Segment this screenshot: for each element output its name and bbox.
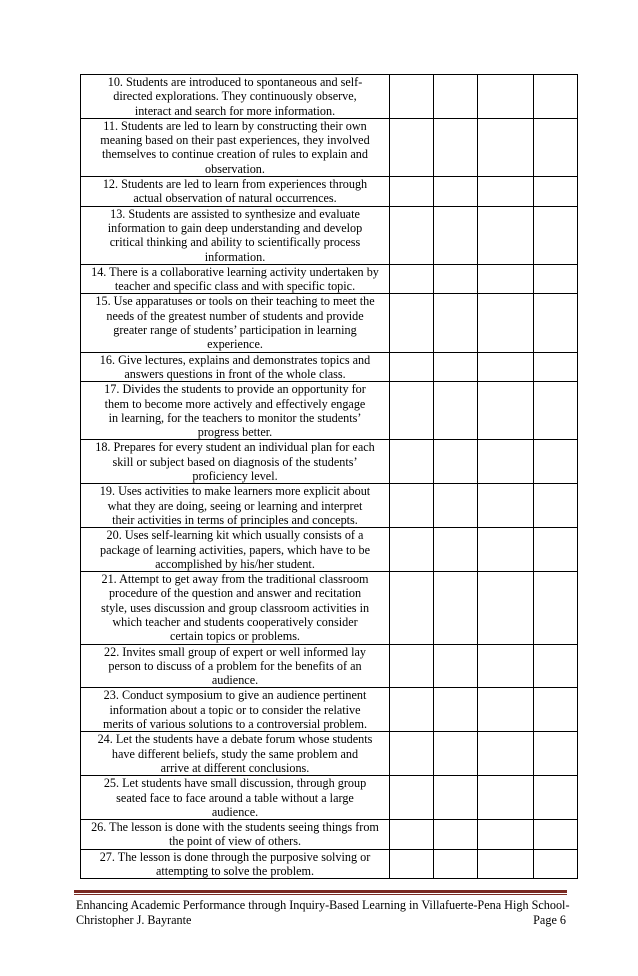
statement-line: answers questions in front of the whole class. [124, 366, 346, 381]
statement-line: observation. [205, 161, 265, 176]
rating-cell-1[interactable] [390, 528, 434, 572]
rating-cell-2[interactable] [434, 528, 478, 572]
statement-line: procedure of the question and answer and recitation [108, 586, 362, 601]
rating-cell-2[interactable] [434, 177, 478, 207]
rating-cell-1[interactable] [390, 382, 434, 440]
rating-cell-3[interactable] [478, 382, 534, 440]
statement-line: 27. The lesson is done through the purposive solving or [99, 849, 371, 864]
statement-line: 21. Attempt to get away from the traditional classroom [101, 572, 369, 587]
page-footer [76, 898, 570, 928]
rating-cell-4[interactable] [534, 264, 578, 294]
rating-cell-3[interactable] [478, 820, 534, 850]
statement-line: needs of the greatest number of students and provide [106, 308, 364, 323]
statement-cell [81, 484, 390, 528]
rating-cell-1[interactable] [390, 118, 434, 176]
rating-cell-2[interactable] [434, 732, 478, 776]
rating-cell-3[interactable] [478, 644, 534, 688]
statement-cell [81, 382, 390, 440]
statement-cell [81, 264, 390, 294]
rating-cell-2[interactable] [434, 440, 478, 484]
rating-cell-4[interactable] [534, 75, 578, 119]
rating-cell-1[interactable] [390, 732, 434, 776]
statement-line: the point of view of others. [168, 834, 301, 849]
statement-cell [81, 352, 390, 382]
table-row [81, 352, 578, 382]
statement-line: 20. Uses self-learning kit which usually consists of a [106, 528, 364, 543]
rating-cell-4[interactable] [534, 776, 578, 820]
rating-cell-1[interactable] [390, 352, 434, 382]
footer-bottom-line [76, 913, 566, 928]
statement-cell [81, 572, 390, 644]
rating-cell-3[interactable] [478, 528, 534, 572]
statement-line: information about a topic or to consider the relative [109, 702, 361, 717]
rating-cell-4[interactable] [534, 572, 578, 644]
statement-line: in learning, for the teachers to monitor the students’ [108, 410, 362, 425]
rating-cell-2[interactable] [434, 294, 478, 352]
rating-cell-3[interactable] [478, 206, 534, 264]
rating-cell-4[interactable] [534, 528, 578, 572]
rating-cell-4[interactable] [534, 484, 578, 528]
rating-cell-2[interactable] [434, 849, 478, 879]
rating-cell-1[interactable] [390, 177, 434, 207]
statement-line: 19. Uses activities to make learners more explicit about [99, 484, 371, 499]
table-row [81, 118, 578, 176]
rating-cell-1[interactable] [390, 644, 434, 688]
rating-cell-2[interactable] [434, 644, 478, 688]
rating-cell-4[interactable] [534, 294, 578, 352]
statement-line: 23. Conduct symposium to give an audience pertinent [103, 688, 367, 703]
statement-cell [81, 118, 390, 176]
statement-line: their activities in terms of principles and concepts. [112, 512, 358, 527]
statement-cell [81, 440, 390, 484]
footer-author: Christopher J. Bayrante [76, 913, 192, 927]
statement-line: 25. Let students have small discussion, through group [103, 776, 367, 791]
table-row [81, 688, 578, 732]
statement-line: directed explorations. They continuously observe, [113, 89, 357, 104]
rating-cell-2[interactable] [434, 206, 478, 264]
rating-cell-2[interactable] [434, 75, 478, 119]
statement-line: greater range of students’ participation in learning [113, 323, 357, 338]
table-row [81, 75, 578, 119]
rating-cell-1[interactable] [390, 264, 434, 294]
statement-line: progress better. [197, 425, 273, 440]
rating-cell-3[interactable] [478, 352, 534, 382]
statement-line: 14. There is a collaborative learning activity undertaken by [91, 264, 379, 279]
table-row [81, 440, 578, 484]
statement-line: 10. Students are introduced to spontaneous and self- [107, 75, 363, 89]
table-row [81, 177, 578, 207]
rating-cell-4[interactable] [534, 732, 578, 776]
statement-line: 24. Let the students have a debate forum whose students [97, 732, 373, 747]
statement-line: actual observation of natural occurrences. [133, 191, 337, 206]
statement-line: what they are doing, seeing or learning and interpret [107, 498, 363, 513]
rating-cell-4[interactable] [534, 352, 578, 382]
statement-cell [81, 177, 390, 207]
statement-line: critical thinking and ability to scientifically process [109, 235, 361, 250]
table-row [81, 484, 578, 528]
rating-cell-3[interactable] [478, 75, 534, 119]
rating-cell-3[interactable] [478, 118, 534, 176]
rating-cell-2[interactable] [434, 688, 478, 732]
rating-cell-4[interactable] [534, 382, 578, 440]
statement-line: 11. Students are led to learn by constructing their own [103, 118, 367, 133]
statement-line: proficiency level. [192, 469, 278, 484]
rating-cell-2[interactable] [434, 820, 478, 850]
statement-line: audience. [211, 804, 259, 819]
table-row [81, 644, 578, 688]
rating-cell-3[interactable] [478, 484, 534, 528]
rating-cell-1[interactable] [390, 484, 434, 528]
rating-cell-1[interactable] [390, 440, 434, 484]
rating-cell-4[interactable] [534, 849, 578, 879]
statement-cell [81, 75, 390, 119]
table-row [81, 382, 578, 440]
statement-line: attempting to solve the problem. [155, 864, 315, 879]
statement-cell [81, 688, 390, 732]
statement-line: person to discuss of a problem for the benefits of an [108, 658, 362, 673]
statement-line: certain topics or problems. [170, 629, 300, 644]
rating-cell-2[interactable] [434, 352, 478, 382]
statement-line: 17. Divides the students to provide an opportunity for [104, 382, 366, 397]
rating-cell-4[interactable] [534, 820, 578, 850]
rating-cell-2[interactable] [434, 484, 478, 528]
statement-line: have different beliefs, study the same problem and [111, 746, 359, 761]
table-row [81, 849, 578, 879]
rating-cell-1[interactable] [390, 849, 434, 879]
statement-cell [81, 776, 390, 820]
statement-cell [81, 820, 390, 850]
statement-line: style, uses discussion and group classroom activities in [100, 600, 370, 615]
statement-cell [81, 732, 390, 776]
statement-line: 16. Give lectures, explains and demonstrates topics and [99, 352, 371, 367]
rating-cell-2[interactable] [434, 382, 478, 440]
rating-cell-3[interactable] [478, 688, 534, 732]
statement-line: seated face to face around a table without a large [116, 790, 354, 805]
statement-line: arrive at different conclusions. [160, 760, 310, 775]
rating-cell-4[interactable] [534, 118, 578, 176]
statement-line: accomplished by his/her student. [155, 556, 315, 571]
statement-cell [81, 206, 390, 264]
rating-cell-2[interactable] [434, 118, 478, 176]
statement-line: interact and search for more information. [134, 103, 336, 118]
statement-line: information to gain deep understanding and develop [107, 220, 363, 235]
rating-cell-1[interactable] [390, 776, 434, 820]
survey-table-body [81, 75, 578, 879]
rating-cell-1[interactable] [390, 294, 434, 352]
statement-line: 22. Invites small group of expert or well informed lay [104, 644, 366, 659]
footer-rule [74, 890, 567, 893]
rating-cell-2[interactable] [434, 572, 478, 644]
statement-line: which teacher and students cooperatively consider [112, 614, 358, 629]
footer-title: Enhancing Academic Performance through Inquiry-Based Learning in Villafuerte-Pena High School- [76, 898, 570, 912]
statement-cell [81, 849, 390, 879]
statement-line: experience. [207, 337, 263, 352]
statement-line: 18. Prepares for every student an individual plan for each [95, 440, 375, 455]
table-row [81, 528, 578, 572]
rating-cell-3[interactable] [478, 849, 534, 879]
statement-line: merits of various solutions to a controversial problem. [102, 717, 367, 732]
rating-cell-3[interactable] [478, 440, 534, 484]
rating-cell-3[interactable] [478, 776, 534, 820]
statement-line: 13. Students are assisted to synthesize and evaluate [110, 206, 360, 221]
table-row [81, 206, 578, 264]
page-number: Page 6 [533, 913, 566, 927]
rating-cell-3[interactable] [478, 177, 534, 207]
statement-line: them to become more actively and effectively engage [104, 396, 366, 411]
survey-table [80, 74, 578, 879]
statement-line: skill or subject based on diagnosis of the students’ [112, 454, 358, 469]
rating-cell-4[interactable] [534, 206, 578, 264]
statement-cell [81, 644, 390, 688]
statement-line: meaning based on their past experiences, they involved [100, 133, 370, 148]
statement-line: information. [204, 249, 266, 264]
table-row [81, 572, 578, 644]
rating-cell-1[interactable] [390, 75, 434, 119]
statement-line: audience. [211, 673, 259, 688]
table-row [81, 264, 578, 294]
statement-cell [81, 528, 390, 572]
rating-cell-1[interactable] [390, 206, 434, 264]
statement-line: 15. Use apparatuses or tools on their teaching to meet the [95, 294, 375, 309]
footer-rule-thin [74, 894, 567, 895]
rating-cell-3[interactable] [478, 732, 534, 776]
rating-cell-3[interactable] [478, 572, 534, 644]
statement-cell [81, 294, 390, 352]
rating-cell-2[interactable] [434, 264, 478, 294]
table-row [81, 732, 578, 776]
rating-cell-3[interactable] [478, 264, 534, 294]
table-row [81, 820, 578, 850]
statement-line: 26. The lesson is done with the students seeing things from [91, 820, 379, 835]
rating-cell-1[interactable] [390, 820, 434, 850]
table-row [81, 776, 578, 820]
rating-cell-1[interactable] [390, 572, 434, 644]
rating-cell-4[interactable] [534, 440, 578, 484]
rating-cell-4[interactable] [534, 177, 578, 207]
rating-cell-1[interactable] [390, 688, 434, 732]
statement-line: package of learning activities, papers, which have to be [99, 542, 371, 557]
table-row [81, 294, 578, 352]
rating-cell-4[interactable] [534, 688, 578, 732]
rating-cell-3[interactable] [478, 294, 534, 352]
statement-line: teacher and specific class and with specific topic. [114, 279, 356, 294]
rating-cell-2[interactable] [434, 776, 478, 820]
statement-line: 12. Students are led to learn from experiences through [102, 177, 368, 192]
rating-cell-4[interactable] [534, 644, 578, 688]
statement-line: themselves to continue creation of rules to explain and [101, 147, 368, 162]
